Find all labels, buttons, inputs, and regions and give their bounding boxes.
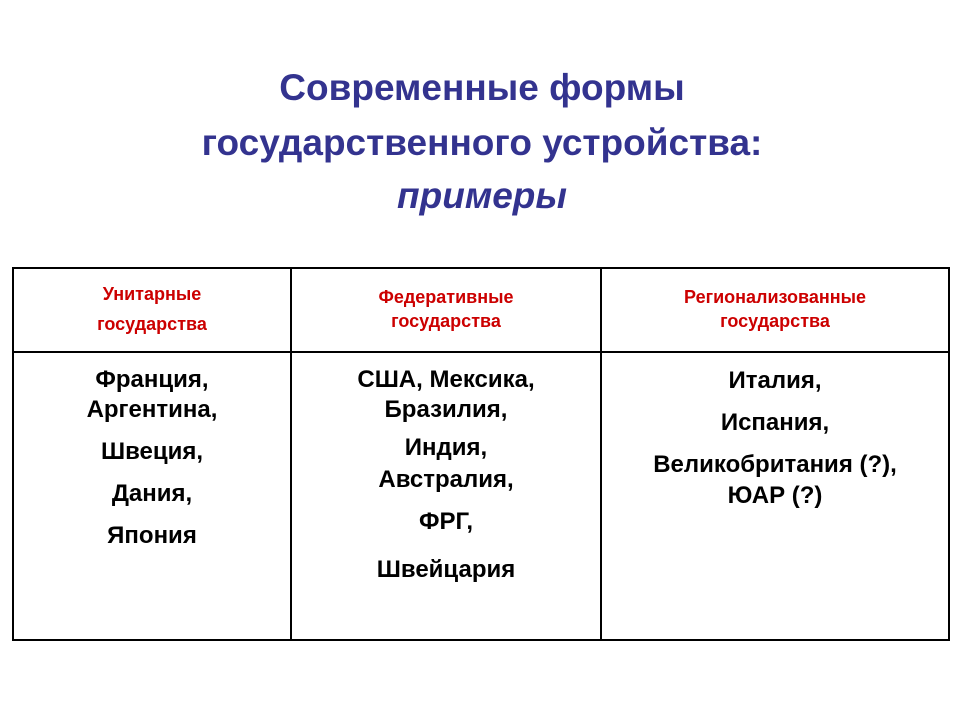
title-line-1: Современные формы: [279, 67, 685, 108]
cell-federal-examples: [291, 352, 601, 640]
header-federal-line-2: государства: [391, 311, 501, 331]
list-item: Индия,: [404, 434, 488, 461]
list-item: Япония: [107, 522, 197, 549]
list-item: Австралия,: [378, 466, 514, 493]
list-item: США, Мексика,: [357, 366, 535, 393]
list-item: Дания,: [111, 480, 193, 507]
header-unitary-line-1: Унитарные: [102, 284, 202, 304]
list-item: ФРГ,: [418, 508, 474, 535]
header-regionalized-line-1: Регионализованные: [684, 287, 866, 307]
forms-table: [12, 267, 950, 641]
header-unitary-line-2: государства: [97, 314, 207, 334]
list-item: Аргентина,: [86, 396, 218, 423]
list-item: Великобритания (?),: [653, 451, 897, 478]
cell-unitary-examples: [13, 352, 291, 640]
header-federal: [291, 268, 601, 352]
slide-title: [0, 60, 960, 221]
header-federal-line-1: Федеративные: [378, 287, 514, 307]
table-body-row: [13, 352, 949, 640]
header-regionalized: [601, 268, 949, 352]
list-item: Франция,: [95, 366, 209, 393]
title-subtitle: примеры: [397, 175, 567, 216]
table-header-row: [13, 268, 949, 352]
list-item: Италия,: [728, 367, 822, 394]
list-item: Испания,: [720, 409, 830, 436]
header-regionalized-line-2: государства: [720, 311, 830, 331]
list-item: ЮАР (?): [727, 482, 823, 509]
list-item: Швеция,: [100, 438, 204, 465]
list-item: Бразилия,: [384, 396, 508, 423]
title-line-2: государственного устройства:: [201, 122, 763, 163]
cell-regionalized-examples: [601, 352, 949, 640]
header-unitary: [13, 268, 291, 352]
list-item: Швейцария: [376, 556, 516, 583]
